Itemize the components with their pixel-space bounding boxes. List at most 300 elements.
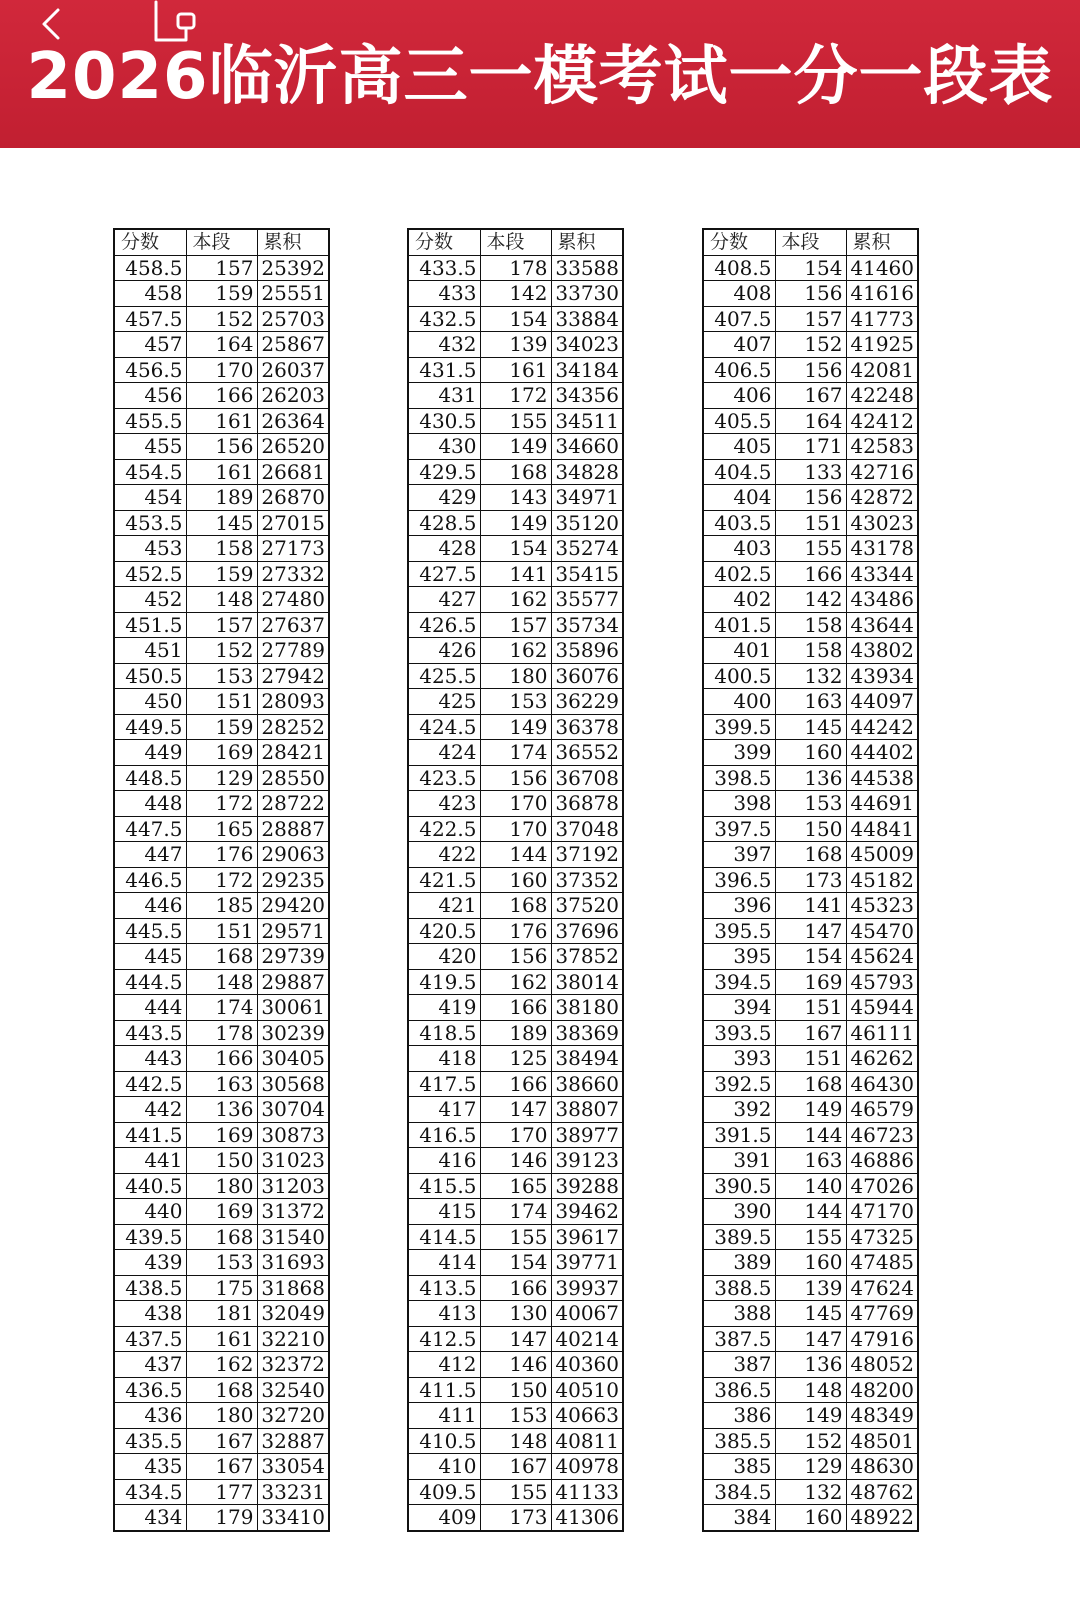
score-cell: 422 (408, 842, 480, 868)
table-row (408, 1377, 623, 1403)
table-row (408, 1326, 623, 1352)
score-cell: 445.5 (114, 918, 186, 944)
cumulative-count-cell: 33588 (551, 255, 623, 281)
segment-count-cell: 161 (480, 357, 551, 383)
cumulative-count-cell: 40978 (551, 1454, 623, 1480)
cumulative-count-cell: 47170 (846, 1199, 918, 1225)
score-cell: 416.5 (408, 1122, 480, 1148)
score-cell: 397 (703, 842, 775, 868)
segment-count-cell: 155 (480, 408, 551, 434)
score-cell: 403 (703, 536, 775, 562)
segment-count-cell: 162 (480, 969, 551, 995)
cumulative-column-header: 累积 (846, 229, 918, 255)
score-cell: 432 (408, 332, 480, 358)
score-cell: 389.5 (703, 1224, 775, 1250)
table-header-row (408, 229, 623, 255)
table-row (114, 1097, 329, 1123)
score-cell: 458.5 (114, 255, 186, 281)
table-row (703, 918, 918, 944)
segment-count-cell: 173 (480, 1505, 551, 1531)
table-row (703, 995, 918, 1021)
score-cell: 444.5 (114, 969, 186, 995)
cumulative-count-cell: 31540 (257, 1224, 329, 1250)
segment-count-cell: 142 (775, 587, 846, 613)
score-cell: 434 (114, 1505, 186, 1531)
segment-count-cell: 162 (480, 587, 551, 613)
cumulative-count-cell: 32372 (257, 1352, 329, 1378)
segment-count-cell: 150 (775, 816, 846, 842)
table-row (408, 255, 623, 281)
cumulative-count-cell: 47624 (846, 1275, 918, 1301)
cumulative-count-cell: 38977 (551, 1122, 623, 1148)
table-row (114, 536, 329, 562)
cumulative-count-cell: 35734 (551, 612, 623, 638)
segment-count-cell: 157 (186, 255, 257, 281)
cumulative-count-cell: 38180 (551, 995, 623, 1021)
cumulative-count-cell: 46723 (846, 1122, 918, 1148)
segment-count-cell: 154 (480, 536, 551, 562)
cumulative-count-cell: 39937 (551, 1275, 623, 1301)
cumulative-count-cell: 40510 (551, 1377, 623, 1403)
table-row (408, 383, 623, 409)
cumulative-count-cell: 32210 (257, 1326, 329, 1352)
cumulative-count-cell: 29235 (257, 867, 329, 893)
segment-count-cell: 145 (775, 714, 846, 740)
cumulative-count-cell: 44242 (846, 714, 918, 740)
segment-count-cell: 136 (775, 1352, 846, 1378)
cumulative-count-cell: 28093 (257, 689, 329, 715)
cumulative-count-cell: 26681 (257, 459, 329, 485)
cumulative-count-cell: 45944 (846, 995, 918, 1021)
segment-count-cell: 143 (480, 485, 551, 511)
table-row (408, 1122, 623, 1148)
segment-count-cell: 179 (186, 1505, 257, 1531)
segment-count-cell: 167 (480, 1454, 551, 1480)
table-row (408, 1199, 623, 1225)
segment-count-cell: 153 (480, 1403, 551, 1429)
score-cell: 449 (114, 740, 186, 766)
table-row (114, 306, 329, 332)
segment-count-cell: 167 (186, 1454, 257, 1480)
table-row (408, 485, 623, 511)
score-cell: 414 (408, 1250, 480, 1276)
cumulative-count-cell: 25703 (257, 306, 329, 332)
score-cell: 384.5 (703, 1479, 775, 1505)
segment-count-cell: 178 (480, 255, 551, 281)
cumulative-count-cell: 29739 (257, 944, 329, 970)
cumulative-count-cell: 34511 (551, 408, 623, 434)
table-row (408, 765, 623, 791)
segment-count-cell: 174 (186, 995, 257, 1021)
cumulative-count-cell: 45323 (846, 893, 918, 919)
score-cell: 387 (703, 1352, 775, 1378)
table-row (114, 740, 329, 766)
score-cell: 436 (114, 1403, 186, 1429)
table-row (703, 281, 918, 307)
cumulative-count-cell: 37048 (551, 816, 623, 842)
score-cell: 389 (703, 1250, 775, 1276)
segment-count-cell: 165 (186, 816, 257, 842)
cumulative-count-cell: 38494 (551, 1046, 623, 1072)
cumulative-count-cell: 39462 (551, 1199, 623, 1225)
table-row (114, 408, 329, 434)
score-cell: 447.5 (114, 816, 186, 842)
table-row (408, 1479, 623, 1505)
table-row (114, 893, 329, 919)
table-row (114, 1428, 329, 1454)
segment-count-cell: 155 (775, 1224, 846, 1250)
table-row (703, 867, 918, 893)
segment-count-cell: 169 (775, 969, 846, 995)
cumulative-count-cell: 26037 (257, 357, 329, 383)
score-cell: 457 (114, 332, 186, 358)
cumulative-column-header: 累积 (257, 229, 329, 255)
segment-count-cell: 132 (775, 1479, 846, 1505)
title-banner (0, 0, 1080, 148)
segment-count-cell: 152 (186, 638, 257, 664)
cumulative-count-cell: 48630 (846, 1454, 918, 1480)
score-cell: 438 (114, 1301, 186, 1327)
segment-count-cell: 172 (186, 791, 257, 817)
table-row (408, 1224, 623, 1250)
segment-count-cell: 173 (775, 867, 846, 893)
table-row (703, 459, 918, 485)
score-cell: 394 (703, 995, 775, 1021)
table-row (703, 1224, 918, 1250)
score-cell: 456 (114, 383, 186, 409)
table-row (703, 893, 918, 919)
score-cell: 407.5 (703, 306, 775, 332)
segment-count-cell: 146 (480, 1352, 551, 1378)
cumulative-count-cell: 34660 (551, 434, 623, 460)
segment-count-cell: 130 (480, 1301, 551, 1327)
score-cell: 404.5 (703, 459, 775, 485)
table-row (408, 816, 623, 842)
cumulative-count-cell: 28421 (257, 740, 329, 766)
cumulative-count-cell: 30704 (257, 1097, 329, 1123)
cumulative-count-cell: 25867 (257, 332, 329, 358)
cumulative-count-cell: 28550 (257, 765, 329, 791)
score-cell: 396.5 (703, 867, 775, 893)
segment-count-cell: 162 (480, 638, 551, 664)
segment-count-cell: 156 (775, 485, 846, 511)
score-cell: 437 (114, 1352, 186, 1378)
table-row (408, 638, 623, 664)
score-cell: 440.5 (114, 1173, 186, 1199)
cumulative-count-cell: 26520 (257, 434, 329, 460)
table-row (114, 459, 329, 485)
cumulative-count-cell: 46579 (846, 1097, 918, 1123)
segment-count-cell: 164 (186, 332, 257, 358)
segment-count-cell: 149 (775, 1097, 846, 1123)
score-cell: 392 (703, 1097, 775, 1123)
score-cell: 443 (114, 1046, 186, 1072)
score-cell: 453.5 (114, 510, 186, 536)
segment-count-cell: 170 (186, 357, 257, 383)
cumulative-count-cell: 27942 (257, 663, 329, 689)
cumulative-count-cell: 45793 (846, 969, 918, 995)
cumulative-count-cell: 48052 (846, 1352, 918, 1378)
score-cell: 424 (408, 740, 480, 766)
segment-count-cell: 147 (480, 1097, 551, 1123)
cumulative-count-cell: 27173 (257, 536, 329, 562)
cumulative-count-cell: 31023 (257, 1148, 329, 1174)
table-row (703, 1505, 918, 1531)
segment-count-cell: 147 (480, 1326, 551, 1352)
table-row (408, 434, 623, 460)
score-cell: 450.5 (114, 663, 186, 689)
table-row (408, 1173, 623, 1199)
cumulative-count-cell: 26364 (257, 408, 329, 434)
score-cell: 430.5 (408, 408, 480, 434)
cumulative-count-cell: 39617 (551, 1224, 623, 1250)
table-row (408, 740, 623, 766)
segment-count-cell: 154 (775, 255, 846, 281)
segment-count-cell: 175 (186, 1275, 257, 1301)
cumulative-count-cell: 45470 (846, 918, 918, 944)
score-cell: 394.5 (703, 969, 775, 995)
table-row (703, 332, 918, 358)
cumulative-count-cell: 37852 (551, 944, 623, 970)
table-row (703, 1479, 918, 1505)
cumulative-count-cell: 32540 (257, 1377, 329, 1403)
table-row (114, 1122, 329, 1148)
score-cell: 410 (408, 1454, 480, 1480)
table-row (408, 995, 623, 1021)
cumulative-count-cell: 38807 (551, 1097, 623, 1123)
segment-count-cell: 168 (775, 842, 846, 868)
table-row (114, 357, 329, 383)
segment-count-cell: 168 (186, 1224, 257, 1250)
table-row (114, 1224, 329, 1250)
cumulative-count-cell: 37352 (551, 867, 623, 893)
cumulative-count-cell: 36708 (551, 765, 623, 791)
score-cell: 413.5 (408, 1275, 480, 1301)
segment-count-cell: 144 (480, 842, 551, 868)
table-row (703, 510, 918, 536)
cumulative-count-cell: 39288 (551, 1173, 623, 1199)
segment-count-cell: 167 (775, 383, 846, 409)
segment-count-cell: 159 (186, 561, 257, 587)
score-cell: 399 (703, 740, 775, 766)
score-cell: 428 (408, 536, 480, 562)
segment-count-cell: 160 (775, 1250, 846, 1276)
table-row (114, 638, 329, 664)
table-row (114, 791, 329, 817)
table-row (114, 1250, 329, 1276)
table-row (114, 1046, 329, 1072)
cumulative-count-cell: 31372 (257, 1199, 329, 1225)
cumulative-count-cell: 40663 (551, 1403, 623, 1429)
segment-count-cell: 167 (186, 1428, 257, 1454)
table-row (703, 1020, 918, 1046)
score-cell: 431 (408, 383, 480, 409)
cumulative-count-cell: 28722 (257, 791, 329, 817)
cumulative-count-cell: 43344 (846, 561, 918, 587)
table-row (408, 1301, 623, 1327)
segment-count-cell: 157 (480, 612, 551, 638)
segment-count-cell: 158 (775, 638, 846, 664)
segment-count-cell: 166 (186, 383, 257, 409)
cumulative-count-cell: 45624 (846, 944, 918, 970)
cumulative-count-cell: 48501 (846, 1428, 918, 1454)
segment-count-cell: 125 (480, 1046, 551, 1072)
table-row (703, 434, 918, 460)
table-row (703, 1250, 918, 1276)
cumulative-count-cell: 43486 (846, 587, 918, 613)
cumulative-count-cell: 26870 (257, 485, 329, 511)
score-cell: 391 (703, 1148, 775, 1174)
score-cell: 442.5 (114, 1071, 186, 1097)
score-cell: 390 (703, 1199, 775, 1225)
cumulative-count-cell: 47916 (846, 1326, 918, 1352)
score-cell: 428.5 (408, 510, 480, 536)
segment-count-cell: 189 (186, 485, 257, 511)
segment-count-cell: 189 (480, 1020, 551, 1046)
score-cell: 404 (703, 485, 775, 511)
segment-count-cell: 166 (480, 1071, 551, 1097)
score-cell: 429.5 (408, 459, 480, 485)
table-row (703, 842, 918, 868)
cumulative-count-cell: 48922 (846, 1505, 918, 1531)
segment-count-cell: 161 (186, 1326, 257, 1352)
segment-count-cell: 149 (480, 434, 551, 460)
table-header-row (114, 229, 329, 255)
score-cell: 416 (408, 1148, 480, 1174)
table-row (114, 765, 329, 791)
table-row (703, 944, 918, 970)
segment-count-cell: 169 (186, 1199, 257, 1225)
table-row (114, 816, 329, 842)
score-cell: 437.5 (114, 1326, 186, 1352)
segment-count-cell: 146 (480, 1148, 551, 1174)
cumulative-count-cell: 37520 (551, 893, 623, 919)
segment-count-cell: 153 (480, 689, 551, 715)
table-row (114, 1148, 329, 1174)
table-row (114, 434, 329, 460)
table-row (408, 791, 623, 817)
segment-count-cell: 139 (775, 1275, 846, 1301)
cumulative-count-cell: 31203 (257, 1173, 329, 1199)
score-cell: 385 (703, 1454, 775, 1480)
segment-count-cell: 151 (186, 918, 257, 944)
segment-count-cell: 149 (480, 714, 551, 740)
segment-column-header: 本段 (480, 229, 551, 255)
table-row (703, 1403, 918, 1429)
cumulative-count-cell: 42716 (846, 459, 918, 485)
segment-count-cell: 180 (480, 663, 551, 689)
table-row (114, 1301, 329, 1327)
segment-column-header: 本段 (186, 229, 257, 255)
table-row (703, 1046, 918, 1072)
table-row (114, 587, 329, 613)
table-row (114, 714, 329, 740)
cumulative-count-cell: 30405 (257, 1046, 329, 1072)
score-cell: 420.5 (408, 918, 480, 944)
score-cell: 398.5 (703, 765, 775, 791)
segment-count-cell: 159 (186, 714, 257, 740)
score-cell: 387.5 (703, 1326, 775, 1352)
cumulative-count-cell: 33730 (551, 281, 623, 307)
table-row (408, 1020, 623, 1046)
cumulative-count-cell: 27789 (257, 638, 329, 664)
score-cell: 409.5 (408, 1479, 480, 1505)
table-row (408, 1454, 623, 1480)
table-row (408, 944, 623, 970)
score-cell: 400.5 (703, 663, 775, 689)
segment-count-cell: 129 (186, 765, 257, 791)
score-cell: 422.5 (408, 816, 480, 842)
table-row (703, 1301, 918, 1327)
table-row (114, 1403, 329, 1429)
cumulative-count-cell: 32049 (257, 1301, 329, 1327)
cumulative-count-cell: 41773 (846, 306, 918, 332)
table-row (114, 1020, 329, 1046)
segment-count-cell: 155 (775, 536, 846, 562)
score-cell: 408.5 (703, 255, 775, 281)
table-row (703, 689, 918, 715)
segment-count-cell: 170 (480, 1122, 551, 1148)
segment-count-cell: 136 (186, 1097, 257, 1123)
table-row (408, 689, 623, 715)
score-column-header: 分数 (114, 229, 186, 255)
table-row (114, 689, 329, 715)
cumulative-count-cell: 33884 (551, 306, 623, 332)
segment-count-cell: 160 (775, 1505, 846, 1531)
score-cell: 390.5 (703, 1173, 775, 1199)
segment-count-cell: 166 (480, 995, 551, 1021)
cumulative-count-cell: 45182 (846, 867, 918, 893)
cumulative-count-cell: 47485 (846, 1250, 918, 1276)
cumulative-count-cell: 41616 (846, 281, 918, 307)
cumulative-count-cell: 39123 (551, 1148, 623, 1174)
table-row (114, 1275, 329, 1301)
table-row (703, 969, 918, 995)
score-cell: 446.5 (114, 867, 186, 893)
segment-count-cell: 152 (775, 332, 846, 358)
score-column-header: 分数 (703, 229, 775, 255)
score-cell: 393 (703, 1046, 775, 1072)
segment-count-cell: 180 (186, 1173, 257, 1199)
segment-count-cell: 148 (186, 587, 257, 613)
cumulative-count-cell: 27480 (257, 587, 329, 613)
cumulative-count-cell: 38369 (551, 1020, 623, 1046)
cumulative-count-cell: 46111 (846, 1020, 918, 1046)
cumulative-count-cell: 33231 (257, 1479, 329, 1505)
table-row (408, 1071, 623, 1097)
score-cell: 415 (408, 1199, 480, 1225)
segment-count-cell: 176 (186, 842, 257, 868)
segment-count-cell: 165 (480, 1173, 551, 1199)
table-row (408, 1428, 623, 1454)
segment-count-cell: 136 (775, 765, 846, 791)
cumulative-count-cell: 46886 (846, 1148, 918, 1174)
score-cell: 457.5 (114, 306, 186, 332)
score-cell: 436.5 (114, 1377, 186, 1403)
table-row (114, 1377, 329, 1403)
score-cell: 388.5 (703, 1275, 775, 1301)
table-row (114, 1199, 329, 1225)
cumulative-count-cell: 33054 (257, 1454, 329, 1480)
table-row (114, 1173, 329, 1199)
score-cell: 418.5 (408, 1020, 480, 1046)
score-cell: 388 (703, 1301, 775, 1327)
score-cell: 429 (408, 485, 480, 511)
segment-count-cell: 139 (480, 332, 551, 358)
cumulative-count-cell: 29571 (257, 918, 329, 944)
score-cell: 452 (114, 587, 186, 613)
cumulative-count-cell: 42872 (846, 485, 918, 511)
